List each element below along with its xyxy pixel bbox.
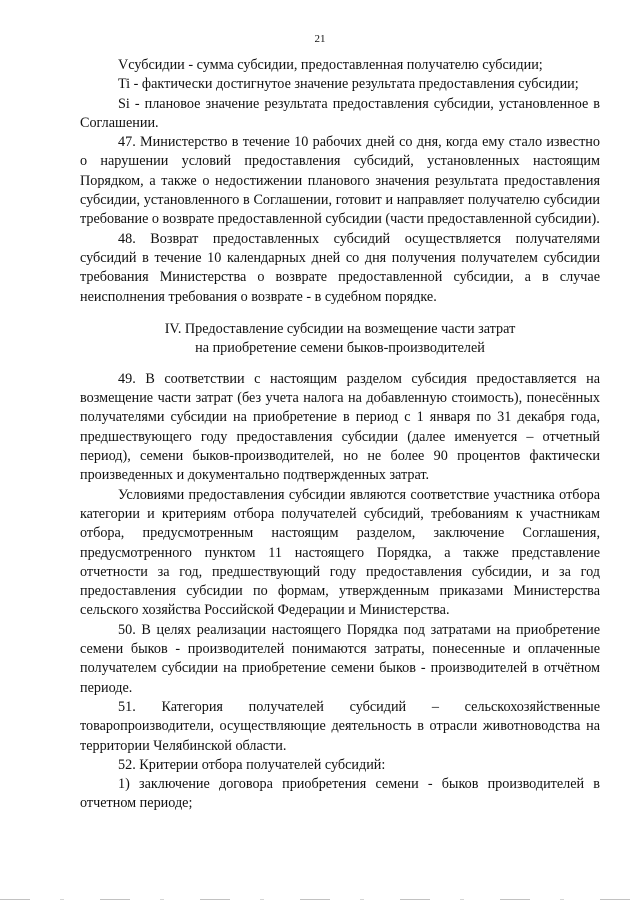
paragraph-49: 49. В соответствии с настоящим разделом субсидия предоставляется на возмещение части затрат (без учета налога на добавленную стоимость), понесённых получателями субсидии на приобретение в период с 1 января по 31 декабря года, предшествующего году предоставления субсидии (далее именуется – отчетный период), семени быков-производителей, но не более 90 процентов фактически произведенных и документально подтвержденных затрат. [80, 370, 600, 484]
paragraph-conditions: Условиями предоставления субсидии являются соответствие участника отбора категории и критериям отбора получателей субсидий, требованиям к участникам отбора, предусмотренным настоящим разделом, заключение Соглашения, предусмотренного пунктом 11 настоящего Порядка, а также представление отчетности за год, предшествующий году предоставления субсидии, и за год предоставления субсидии по формам, утвержденным приказами Министерства сельского хозяйства Российской Федерации и Министерства. [80, 486, 600, 619]
paragraph-47: 47. Министерство в течение 10 рабочих дней со дня, когда ему стало известно о нарушении условий предоставления субсидий, установленных настоящим Порядком, а также о недостижении планового значения результата предоставления субсидии, установленного в Соглашении, готовит и направляет получателю субсидии требование о возврате предоставленной субсидии (части предоставленной субсидии). [80, 134, 600, 228]
paragraph-52: 52. Критерии отбора получателей субсидий: [118, 756, 386, 773]
paragraph-50: 50. В целях реализации настоящего Порядка под затратами на приобретение семени быков - производителей понимаются затраты, понесенные и оплаченные получателем субсидии на приобретение семени быков - производителей в отчётном периоде. [80, 621, 600, 696]
section-heading-line1: IV. Предоставление субсидии на возмещение части затрат [164, 320, 516, 337]
paragraph-ti: Ti - фактически достигнутое значение результата предоставления субсидии; [118, 76, 579, 93]
page-number: 21 [314, 33, 326, 45]
paragraph-si: Si - плановое значение результата предоставления субсидии, установленное в Соглашении. [80, 95, 600, 131]
paragraph-criterion-1: 1) заключение договора приобретения семени - быков производителей в отчетном периоде; [80, 776, 600, 812]
paragraph-51: 51. Категория получателей субсидий – сельскохозяйственные товаропроизводители, осуществляющие деятельность в отрасли животноводства на территории Челябинской области. [80, 698, 600, 754]
scan-artifact-line [0, 899, 640, 900]
paragraph-48: 48. Возврат предоставленных субсидий осуществляется получателями субсидий в течение 10 календарных дней со дня получения получателем субсидии требования Министерства о возврате предоставленной субсидии, а в случае неисполнения требования о возврате - в судебном порядке. [80, 230, 600, 305]
paragraph-vsubsidii: Vсубсидии - сумма субсидии, предоставленная получателю субсидии; [118, 57, 543, 73]
section-heading [80, 320, 600, 358]
section-heading-line2: на приобретение семени быков-производителей [195, 339, 485, 356]
document-body [80, 56, 600, 814]
